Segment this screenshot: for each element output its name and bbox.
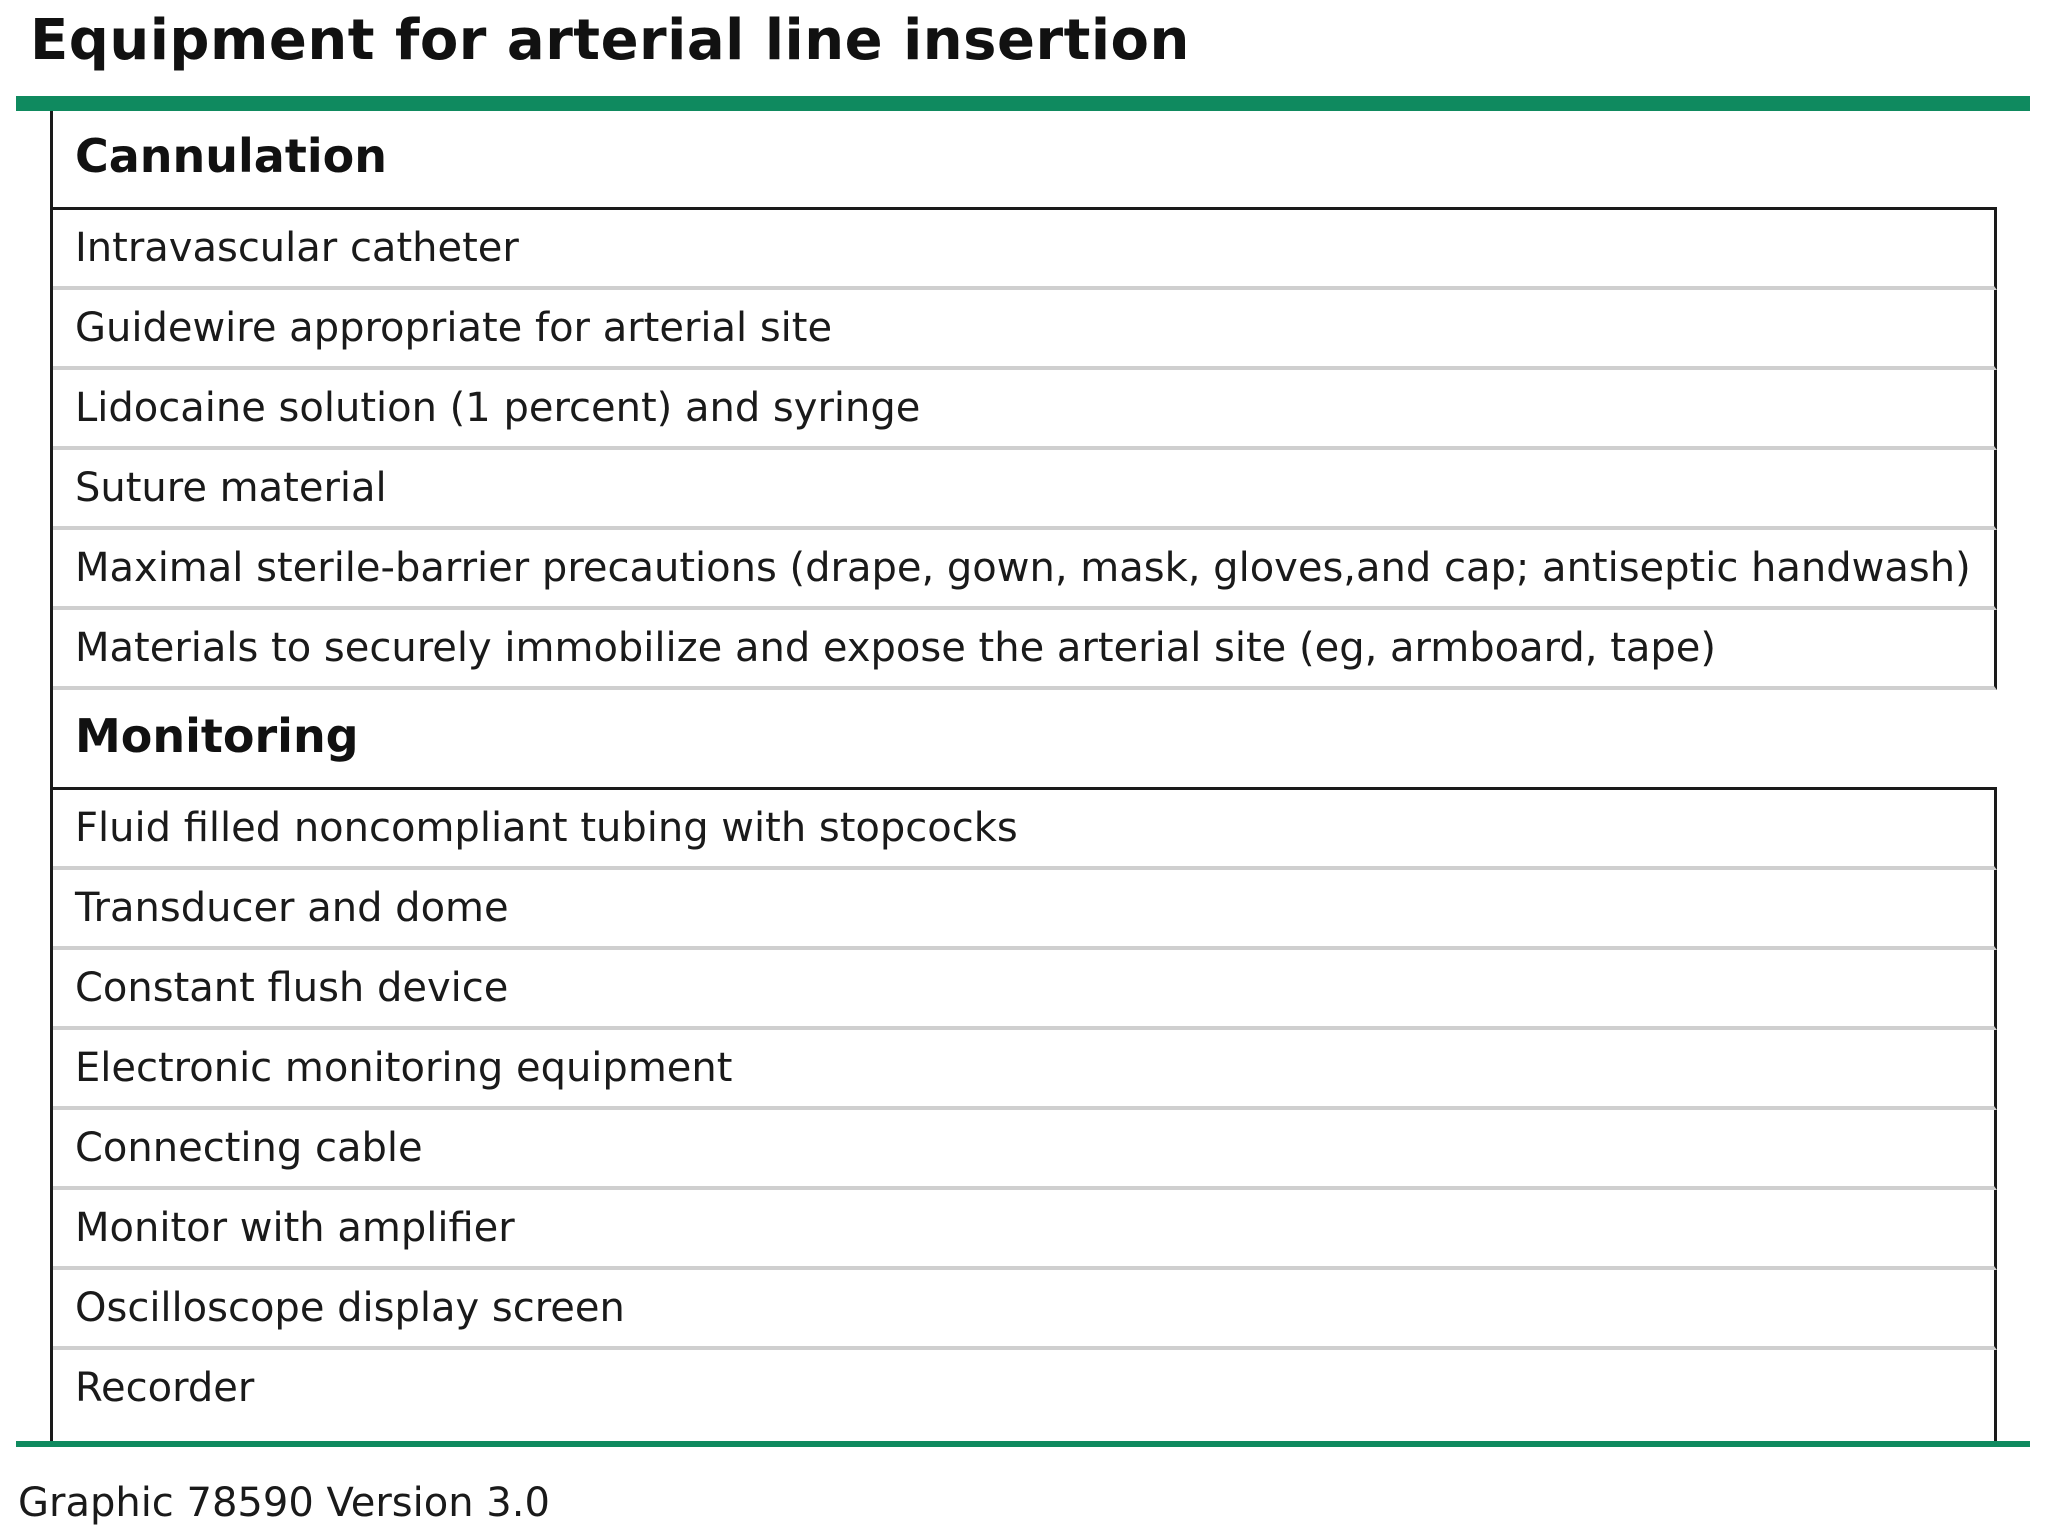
bottom-accent-rule: [16, 1441, 2030, 1447]
graphic-version-caption: Graphic 78590 Version 3.0: [18, 1480, 550, 1526]
table-row: Suture material: [53, 450, 1997, 530]
table-row: Maximal sterile-barrier precautions (drape, gown, mask, gloves,and cap; antiseptic handwash): [53, 530, 1997, 610]
table-row: Guidewire appropriate for arterial site: [53, 290, 1997, 370]
table-row: Monitor with amplifier: [53, 1190, 1997, 1270]
section-heading-cannulation: Cannulation: [75, 129, 387, 183]
table-row: Intravascular catheter: [53, 210, 1997, 290]
table-row: Recorder: [53, 1350, 1997, 1441]
table-row: Connecting cable: [53, 1110, 1997, 1190]
table-row: Transducer and dome: [53, 870, 1997, 950]
page-title: Equipment for arterial line insertion: [30, 8, 1190, 73]
table-row: Lidocaine solution (1 percent) and syringe: [53, 370, 1997, 450]
top-accent-rule: [16, 96, 2030, 111]
table-row: Constant flush device: [53, 950, 1997, 1030]
equipment-table: [53, 111, 1997, 1441]
table-row: Fluid filled noncompliant tubing with stopcocks: [53, 790, 1997, 870]
section-heading-monitoring: Monitoring: [75, 709, 359, 763]
table-row: Materials to securely immobilize and expose the arterial site (eg, armboard, tape): [53, 610, 1997, 690]
table-row: Oscilloscope display screen: [53, 1270, 1997, 1350]
table-row: Electronic monitoring equipment: [53, 1030, 1997, 1110]
